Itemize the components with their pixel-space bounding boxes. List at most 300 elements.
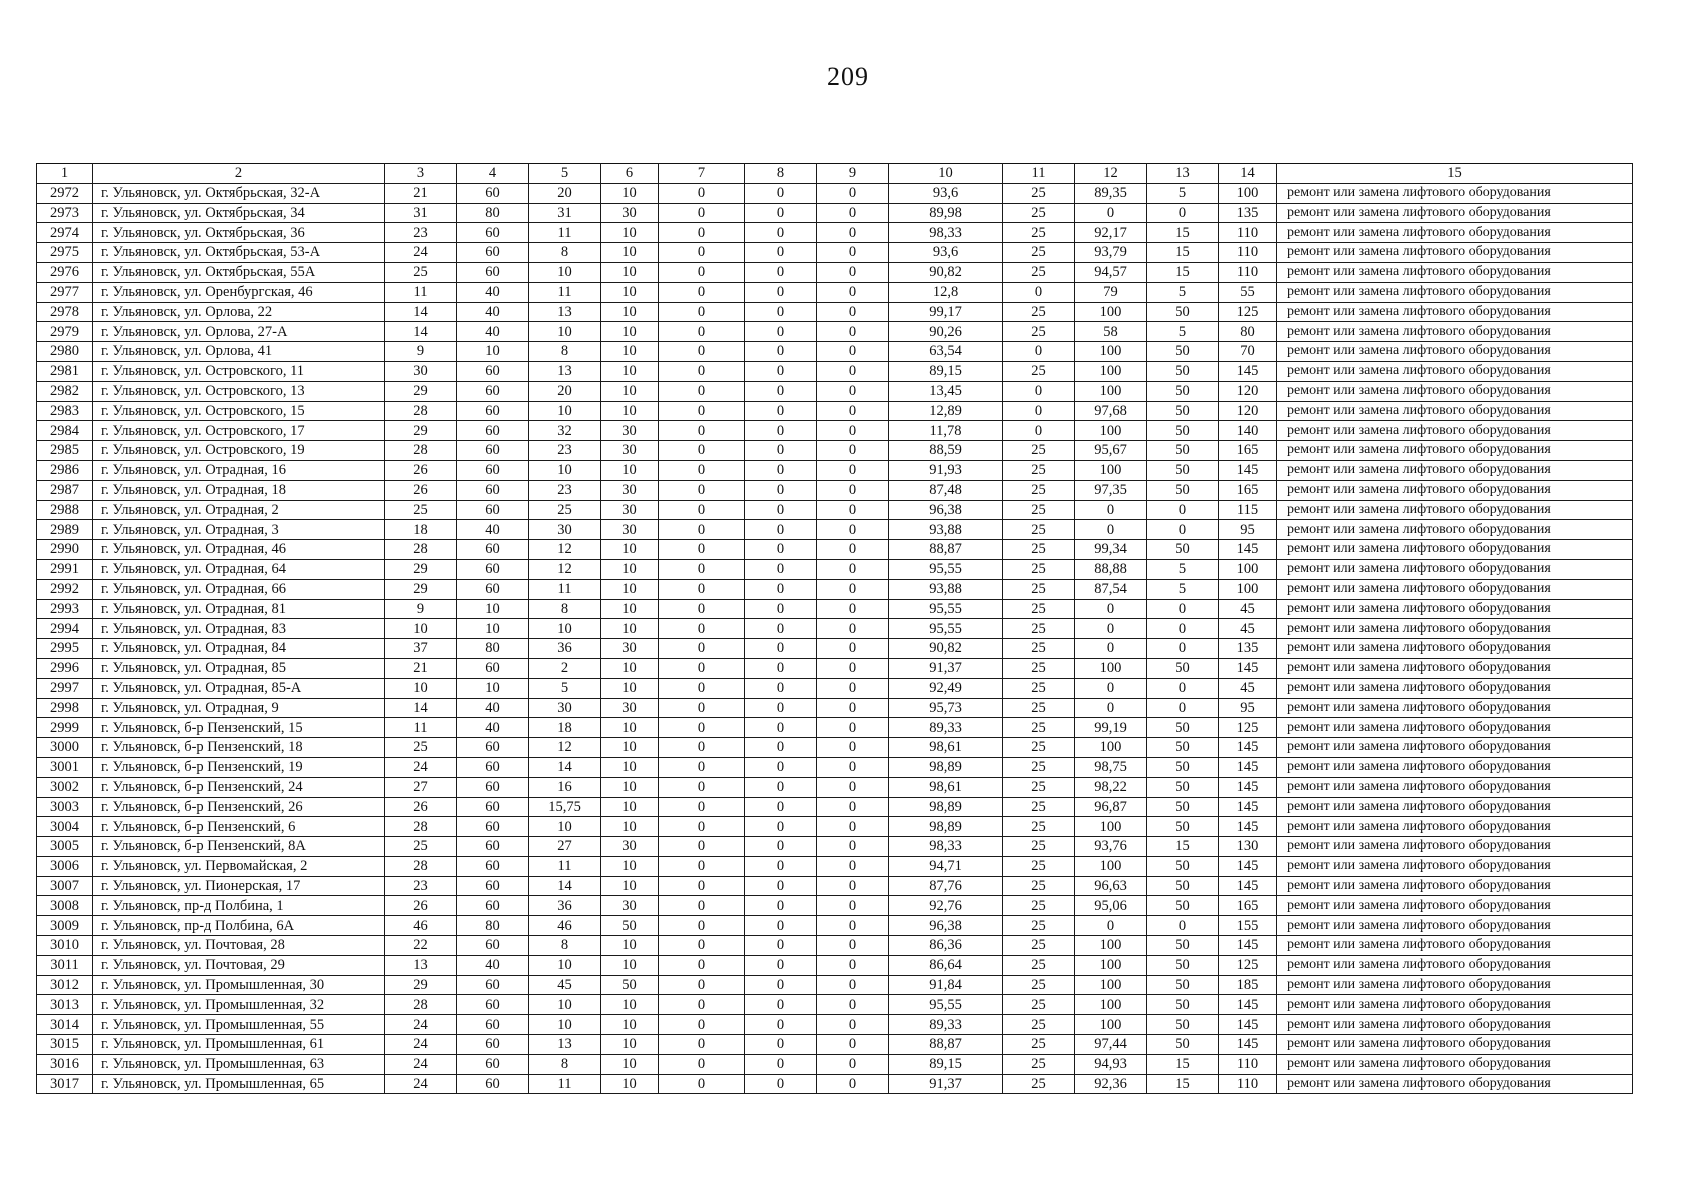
- value-cell: 60: [457, 975, 529, 995]
- value-cell: 0: [817, 797, 889, 817]
- value-cell: 0: [745, 876, 817, 896]
- value-cell: 25: [1003, 975, 1075, 995]
- value-cell: 5: [1147, 579, 1219, 599]
- value-cell: 50: [1147, 876, 1219, 896]
- value-cell: 11,78: [889, 421, 1003, 441]
- work-type-cell: ремонт или замена лифтового оборудования: [1277, 223, 1633, 243]
- table-row: [37, 658, 1633, 678]
- value-cell: 25: [1003, 559, 1075, 579]
- value-cell: 28: [385, 401, 457, 421]
- work-type-cell: ремонт или замена лифтового оборудования: [1277, 381, 1633, 401]
- value-cell: 50: [1147, 797, 1219, 817]
- value-cell: 30: [601, 421, 659, 441]
- value-cell: 0: [817, 619, 889, 639]
- value-cell: 10: [601, 599, 659, 619]
- value-cell: 0: [659, 856, 745, 876]
- value-cell: 100: [1075, 856, 1147, 876]
- table-row: [37, 856, 1633, 876]
- value-cell: 0: [745, 757, 817, 777]
- value-cell: 50: [1147, 995, 1219, 1015]
- value-cell: 145: [1219, 757, 1277, 777]
- value-cell: 0: [1075, 203, 1147, 223]
- value-cell: 79: [1075, 282, 1147, 302]
- work-type-cell: ремонт или замена лифтового оборудования: [1277, 757, 1633, 777]
- table-row: [37, 223, 1633, 243]
- value-cell: 93,79: [1075, 243, 1147, 263]
- value-cell: 145: [1219, 1035, 1277, 1055]
- value-cell: 60: [457, 243, 529, 263]
- column-header-4: 4: [457, 164, 529, 184]
- value-cell: 0: [659, 1074, 745, 1094]
- value-cell: 0: [659, 678, 745, 698]
- value-cell: 25: [1003, 1074, 1075, 1094]
- value-cell: 23: [385, 223, 457, 243]
- value-cell: 10: [601, 342, 659, 362]
- work-type-cell: ремонт или замена лифтового оборудования: [1277, 837, 1633, 857]
- work-type-cell: ремонт или замена лифтового оборудования: [1277, 916, 1633, 936]
- value-cell: 0: [745, 480, 817, 500]
- value-cell: 10: [529, 1015, 601, 1035]
- value-cell: 0: [659, 1015, 745, 1035]
- value-cell: 100: [1219, 579, 1277, 599]
- value-cell: 25: [385, 837, 457, 857]
- work-type-cell: ремонт или замена лифтового оборудования: [1277, 1015, 1633, 1035]
- value-cell: 26: [385, 797, 457, 817]
- value-cell: 0: [817, 995, 889, 1015]
- table-row: [37, 916, 1633, 936]
- value-cell: 5: [1147, 322, 1219, 342]
- value-cell: 125: [1219, 302, 1277, 322]
- column-header-7: 7: [659, 164, 745, 184]
- row-number: 3009: [37, 916, 93, 936]
- value-cell: 0: [659, 441, 745, 461]
- value-cell: 50: [1147, 738, 1219, 758]
- value-cell: 0: [1003, 421, 1075, 441]
- value-cell: 0: [1147, 639, 1219, 659]
- value-cell: 145: [1219, 540, 1277, 560]
- value-cell: 0: [1003, 401, 1075, 421]
- value-cell: 60: [457, 876, 529, 896]
- value-cell: 0: [745, 599, 817, 619]
- value-cell: 100: [1075, 955, 1147, 975]
- value-cell: 0: [817, 698, 889, 718]
- repair-plan-table: [36, 163, 1633, 1094]
- value-cell: 25: [1003, 480, 1075, 500]
- value-cell: 30: [385, 361, 457, 381]
- value-cell: 10: [601, 460, 659, 480]
- value-cell: 25: [1003, 1035, 1075, 1055]
- value-cell: 26: [385, 460, 457, 480]
- value-cell: 96,38: [889, 916, 1003, 936]
- value-cell: 10: [529, 817, 601, 837]
- value-cell: 10: [601, 856, 659, 876]
- value-cell: 98,22: [1075, 777, 1147, 797]
- value-cell: 10: [601, 579, 659, 599]
- value-cell: 29: [385, 381, 457, 401]
- value-cell: 5: [1147, 282, 1219, 302]
- value-cell: 0: [745, 262, 817, 282]
- value-cell: 25: [1003, 322, 1075, 342]
- value-cell: 94,57: [1075, 262, 1147, 282]
- value-cell: 50: [1147, 658, 1219, 678]
- value-cell: 40: [457, 698, 529, 718]
- value-cell: 13,45: [889, 381, 1003, 401]
- value-cell: 45: [1219, 619, 1277, 639]
- value-cell: 0: [659, 698, 745, 718]
- value-cell: 55: [1219, 282, 1277, 302]
- table-row: [37, 1054, 1633, 1074]
- value-cell: 89,15: [889, 1054, 1003, 1074]
- address-cell: г. Ульяновск, ул. Отрадная, 83: [93, 619, 385, 639]
- value-cell: 25: [1003, 916, 1075, 936]
- value-cell: 0: [659, 896, 745, 916]
- value-cell: 95,67: [1075, 441, 1147, 461]
- value-cell: 45: [1219, 599, 1277, 619]
- value-cell: 0: [817, 876, 889, 896]
- value-cell: 25: [1003, 520, 1075, 540]
- value-cell: 0: [817, 936, 889, 956]
- value-cell: 10: [601, 738, 659, 758]
- value-cell: 0: [1075, 619, 1147, 639]
- value-cell: 0: [1075, 500, 1147, 520]
- value-cell: 10: [457, 678, 529, 698]
- value-cell: 145: [1219, 856, 1277, 876]
- value-cell: 50: [1147, 1015, 1219, 1035]
- value-cell: 100: [1075, 975, 1147, 995]
- table-row: [37, 480, 1633, 500]
- value-cell: 95,55: [889, 619, 1003, 639]
- value-cell: 10: [529, 619, 601, 639]
- value-cell: 0: [659, 797, 745, 817]
- work-type-cell: ремонт или замена лифтового оборудования: [1277, 401, 1633, 421]
- value-cell: 0: [745, 718, 817, 738]
- value-cell: 92,17: [1075, 223, 1147, 243]
- value-cell: 27: [529, 837, 601, 857]
- value-cell: 25: [1003, 777, 1075, 797]
- address-cell: г. Ульяновск, ул. Островского, 15: [93, 401, 385, 421]
- address-cell: г. Ульяновск, ул. Отрадная, 85-А: [93, 678, 385, 698]
- value-cell: 165: [1219, 480, 1277, 500]
- value-cell: 145: [1219, 876, 1277, 896]
- value-cell: 30: [601, 520, 659, 540]
- row-number: 3000: [37, 738, 93, 758]
- address-cell: г. Ульяновск, ул. Первомайская, 2: [93, 856, 385, 876]
- value-cell: 10: [601, 1015, 659, 1035]
- value-cell: 0: [817, 322, 889, 342]
- value-cell: 16: [529, 777, 601, 797]
- value-cell: 8: [529, 342, 601, 362]
- value-cell: 29: [385, 579, 457, 599]
- row-number: 3015: [37, 1035, 93, 1055]
- column-header-2: 2: [93, 164, 385, 184]
- value-cell: 0: [817, 421, 889, 441]
- value-cell: 13: [529, 302, 601, 322]
- row-number: 2986: [37, 460, 93, 480]
- value-cell: 60: [457, 460, 529, 480]
- value-cell: 14: [529, 757, 601, 777]
- work-type-cell: ремонт или замена лифтового оборудования: [1277, 441, 1633, 461]
- value-cell: 11: [529, 579, 601, 599]
- value-cell: 27: [385, 777, 457, 797]
- value-cell: 25: [1003, 995, 1075, 1015]
- value-cell: 10: [601, 559, 659, 579]
- work-type-cell: ремонт или замена лифтового оборудования: [1277, 817, 1633, 837]
- value-cell: 28: [385, 817, 457, 837]
- table-body: [37, 183, 1633, 1094]
- row-number: 2984: [37, 421, 93, 441]
- value-cell: 40: [457, 955, 529, 975]
- value-cell: 0: [745, 916, 817, 936]
- value-cell: 23: [385, 876, 457, 896]
- value-cell: 25: [1003, 361, 1075, 381]
- value-cell: 0: [1003, 342, 1075, 362]
- value-cell: 0: [817, 658, 889, 678]
- value-cell: 0: [659, 955, 745, 975]
- value-cell: 100: [1075, 421, 1147, 441]
- value-cell: 86,64: [889, 955, 1003, 975]
- table-row: [37, 995, 1633, 1015]
- value-cell: 14: [385, 322, 457, 342]
- value-cell: 29: [385, 421, 457, 441]
- address-cell: г. Ульяновск, ул. Отрадная, 2: [93, 500, 385, 520]
- value-cell: 11: [385, 282, 457, 302]
- value-cell: 60: [457, 1015, 529, 1035]
- value-cell: 25: [1003, 639, 1075, 659]
- column-header-9: 9: [817, 164, 889, 184]
- value-cell: 50: [1147, 955, 1219, 975]
- value-cell: 0: [745, 361, 817, 381]
- value-cell: 25: [1003, 243, 1075, 263]
- value-cell: 10: [529, 262, 601, 282]
- value-cell: 125: [1219, 718, 1277, 738]
- address-cell: г. Ульяновск, ул. Отрадная, 81: [93, 599, 385, 619]
- address-cell: г. Ульяновск, ул. Пионерская, 17: [93, 876, 385, 896]
- value-cell: 94,71: [889, 856, 1003, 876]
- row-number: 2976: [37, 262, 93, 282]
- value-cell: 0: [745, 856, 817, 876]
- value-cell: 32: [529, 421, 601, 441]
- value-cell: 13: [529, 361, 601, 381]
- work-type-cell: ремонт или замена лифтового оборудования: [1277, 1054, 1633, 1074]
- row-number: 3002: [37, 777, 93, 797]
- value-cell: 145: [1219, 460, 1277, 480]
- value-cell: 0: [745, 619, 817, 639]
- value-cell: 0: [659, 480, 745, 500]
- value-cell: 93,76: [1075, 837, 1147, 857]
- address-cell: г. Ульяновск, ул. Островского, 11: [93, 361, 385, 381]
- table-row: [37, 460, 1633, 480]
- value-cell: 50: [1147, 540, 1219, 560]
- value-cell: 60: [457, 579, 529, 599]
- table-row: [37, 282, 1633, 302]
- value-cell: 60: [457, 1074, 529, 1094]
- value-cell: 8: [529, 243, 601, 263]
- value-cell: 60: [457, 777, 529, 797]
- value-cell: 0: [745, 243, 817, 263]
- value-cell: 9: [385, 342, 457, 362]
- value-cell: 110: [1219, 243, 1277, 263]
- row-number: 3006: [37, 856, 93, 876]
- value-cell: 0: [1147, 500, 1219, 520]
- table-row: [37, 738, 1633, 758]
- value-cell: 0: [817, 678, 889, 698]
- row-number: 2977: [37, 282, 93, 302]
- value-cell: 145: [1219, 797, 1277, 817]
- value-cell: 25: [1003, 955, 1075, 975]
- work-type-cell: ремонт или замена лифтового оборудования: [1277, 876, 1633, 896]
- value-cell: 91,93: [889, 460, 1003, 480]
- table-row: [37, 817, 1633, 837]
- value-cell: 58: [1075, 322, 1147, 342]
- value-cell: 36: [529, 896, 601, 916]
- value-cell: 45: [529, 975, 601, 995]
- value-cell: 10: [601, 777, 659, 797]
- value-cell: 95,06: [1075, 896, 1147, 916]
- value-cell: 95,55: [889, 599, 1003, 619]
- value-cell: 0: [817, 361, 889, 381]
- value-cell: 31: [529, 203, 601, 223]
- value-cell: 10: [529, 460, 601, 480]
- work-type-cell: ремонт или замена лифтового оборудования: [1277, 658, 1633, 678]
- value-cell: 10: [601, 876, 659, 896]
- row-number: 3014: [37, 1015, 93, 1035]
- value-cell: 88,87: [889, 1035, 1003, 1055]
- value-cell: 0: [659, 1054, 745, 1074]
- value-cell: 0: [659, 421, 745, 441]
- value-cell: 10: [601, 183, 659, 203]
- value-cell: 60: [457, 223, 529, 243]
- value-cell: 25: [1003, 936, 1075, 956]
- value-cell: 145: [1219, 1015, 1277, 1035]
- work-type-cell: ремонт или замена лифтового оборудования: [1277, 738, 1633, 758]
- value-cell: 25: [529, 500, 601, 520]
- value-cell: 98,89: [889, 817, 1003, 837]
- work-type-cell: ремонт или замена лифтового оборудования: [1277, 322, 1633, 342]
- value-cell: 60: [457, 441, 529, 461]
- row-number: 2985: [37, 441, 93, 461]
- value-cell: 110: [1219, 262, 1277, 282]
- work-type-cell: ремонт или замена лифтового оборудования: [1277, 599, 1633, 619]
- value-cell: 0: [745, 837, 817, 857]
- value-cell: 110: [1219, 1074, 1277, 1094]
- address-cell: г. Ульяновск, б-р Пензенский, 8А: [93, 837, 385, 857]
- value-cell: 10: [601, 243, 659, 263]
- row-number: 2974: [37, 223, 93, 243]
- value-cell: 10: [601, 302, 659, 322]
- value-cell: 91,37: [889, 658, 1003, 678]
- value-cell: 0: [1075, 698, 1147, 718]
- value-cell: 0: [817, 520, 889, 540]
- work-type-cell: ремонт или замена лифтового оборудования: [1277, 361, 1633, 381]
- table-row: [37, 619, 1633, 639]
- value-cell: 0: [745, 223, 817, 243]
- work-type-cell: ремонт или замена лифтового оборудования: [1277, 639, 1633, 659]
- row-number: 3017: [37, 1074, 93, 1094]
- row-number: 2973: [37, 203, 93, 223]
- value-cell: 60: [457, 757, 529, 777]
- table-row: [37, 401, 1633, 421]
- value-cell: 0: [745, 1074, 817, 1094]
- row-number: 3007: [37, 876, 93, 896]
- value-cell: 95,55: [889, 995, 1003, 1015]
- table-row: [37, 698, 1633, 718]
- address-cell: г. Ульяновск, ул. Октябрьская, 36: [93, 223, 385, 243]
- work-type-cell: ремонт или замена лифтового оборудования: [1277, 896, 1633, 916]
- value-cell: 10: [385, 678, 457, 698]
- value-cell: 0: [745, 322, 817, 342]
- table-row: [37, 1035, 1633, 1055]
- value-cell: 15: [1147, 223, 1219, 243]
- work-type-cell: ремонт или замена лифтового оборудования: [1277, 243, 1633, 263]
- value-cell: 0: [817, 856, 889, 876]
- value-cell: 63,54: [889, 342, 1003, 362]
- value-cell: 155: [1219, 916, 1277, 936]
- work-type-cell: ремонт или замена лифтового оборудования: [1277, 718, 1633, 738]
- value-cell: 10: [457, 599, 529, 619]
- value-cell: 0: [659, 876, 745, 896]
- address-cell: г. Ульяновск, ул. Отрадная, 3: [93, 520, 385, 540]
- value-cell: 0: [1147, 698, 1219, 718]
- table-row: [37, 243, 1633, 263]
- value-cell: 25: [1003, 223, 1075, 243]
- value-cell: 0: [817, 639, 889, 659]
- value-cell: 99,34: [1075, 540, 1147, 560]
- value-cell: 0: [817, 975, 889, 995]
- value-cell: 25: [1003, 658, 1075, 678]
- value-cell: 12,8: [889, 282, 1003, 302]
- value-cell: 60: [457, 1054, 529, 1074]
- value-cell: 11: [385, 718, 457, 738]
- value-cell: 0: [659, 223, 745, 243]
- value-cell: 125: [1219, 955, 1277, 975]
- value-cell: 89,35: [1075, 183, 1147, 203]
- value-cell: 0: [659, 599, 745, 619]
- value-cell: 88,59: [889, 441, 1003, 461]
- value-cell: 30: [601, 896, 659, 916]
- value-cell: 89,33: [889, 1015, 1003, 1035]
- value-cell: 25: [1003, 896, 1075, 916]
- table-row: [37, 757, 1633, 777]
- address-cell: г. Ульяновск, ул. Оренбургская, 46: [93, 282, 385, 302]
- value-cell: 0: [659, 718, 745, 738]
- value-cell: 0: [817, 223, 889, 243]
- value-cell: 0: [1147, 678, 1219, 698]
- value-cell: 10: [601, 361, 659, 381]
- row-number: 2989: [37, 520, 93, 540]
- value-cell: 80: [457, 203, 529, 223]
- value-cell: 30: [601, 837, 659, 857]
- address-cell: г. Ульяновск, ул. Отрадная, 18: [93, 480, 385, 500]
- value-cell: 0: [745, 500, 817, 520]
- table-row: [37, 579, 1633, 599]
- value-cell: 10: [601, 1035, 659, 1055]
- value-cell: 0: [1147, 619, 1219, 639]
- value-cell: 8: [529, 936, 601, 956]
- address-cell: г. Ульяновск, ул. Орлова, 41: [93, 342, 385, 362]
- value-cell: 10: [601, 995, 659, 1015]
- value-cell: 0: [745, 460, 817, 480]
- work-type-cell: ремонт или замена лифтового оборудования: [1277, 678, 1633, 698]
- work-type-cell: ремонт или замена лифтового оборудования: [1277, 1074, 1633, 1094]
- table-row: [37, 203, 1633, 223]
- value-cell: 11: [529, 223, 601, 243]
- value-cell: 12: [529, 559, 601, 579]
- value-cell: 50: [1147, 718, 1219, 738]
- value-cell: 135: [1219, 639, 1277, 659]
- value-cell: 9: [385, 599, 457, 619]
- value-cell: 15,75: [529, 797, 601, 817]
- row-number: 3004: [37, 817, 93, 837]
